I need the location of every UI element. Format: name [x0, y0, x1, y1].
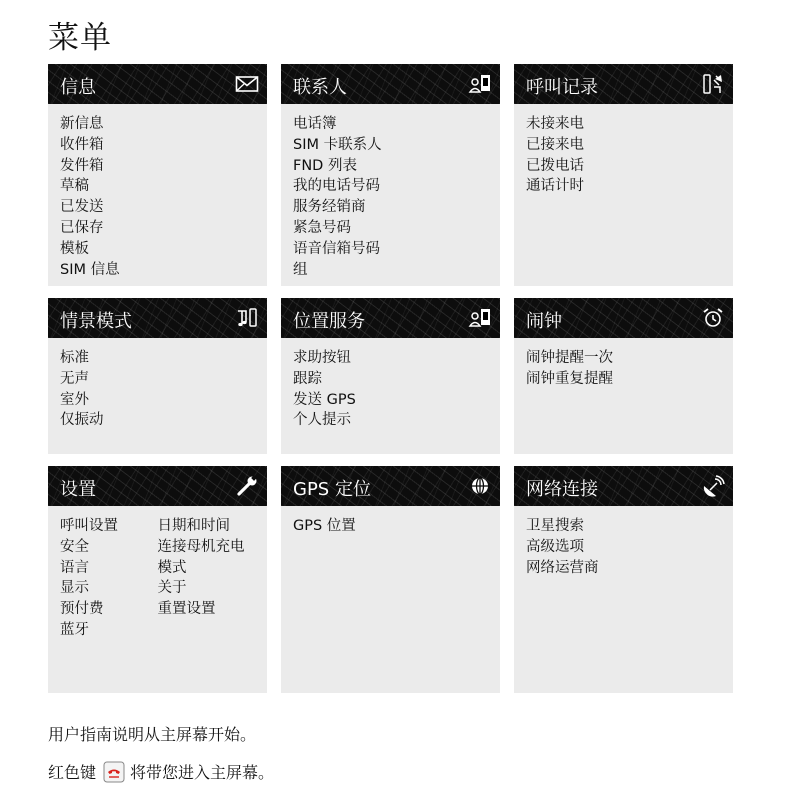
- card-header: [281, 298, 500, 338]
- card-header: [48, 298, 267, 338]
- menu-item: SIM 信息: [60, 261, 120, 278]
- menu-card-alarm: [514, 298, 733, 454]
- home-screen-note: 用户指南说明从主屏幕开始。: [48, 725, 257, 744]
- card-items: [48, 338, 267, 431]
- card-header: [281, 64, 500, 104]
- menu-card-messages: [48, 64, 267, 286]
- menu-item: 已拨电话: [526, 157, 584, 174]
- menu-card-location-services: [281, 298, 500, 454]
- card-header: [48, 64, 267, 104]
- menu-item: 语音信箱号码: [293, 240, 380, 257]
- menu-card-call-log: [514, 64, 733, 286]
- card-items: [281, 506, 500, 537]
- menu-item: 跟踪: [293, 370, 322, 387]
- card-title: 呼叫记录: [526, 77, 598, 98]
- menu-item: 仅振动: [60, 412, 104, 429]
- red-key-note: [48, 760, 274, 783]
- card-items: [48, 506, 267, 641]
- card-title: 联系人: [293, 77, 347, 98]
- menu-card-profiles: [48, 298, 267, 454]
- menu-item: 高级选项: [526, 538, 584, 555]
- card-title: 闹钟: [526, 311, 562, 332]
- settings-column-right: [158, 516, 256, 641]
- menu-item: 草稿: [60, 178, 89, 195]
- card-header: [514, 466, 733, 506]
- menu-item: 发送 GPS: [293, 391, 356, 408]
- menu-item: 呼叫设置: [60, 518, 118, 534]
- wrench-icon: [235, 474, 259, 498]
- menu-card-network: [514, 466, 733, 693]
- menu-item: 个人提示: [293, 412, 351, 429]
- settings-column-left: [60, 516, 158, 641]
- card-items: [48, 104, 267, 280]
- location-services-icon: [468, 306, 492, 330]
- red-key-note-suffix: 将带您进入主屏幕。: [130, 763, 275, 782]
- menu-item: 收件箱: [60, 136, 104, 153]
- menu-item: 标准: [60, 350, 89, 366]
- menu-item: SIM 卡联系人: [293, 136, 382, 153]
- card-title: 位置服务: [293, 311, 365, 332]
- menu-item: 网络运营商: [526, 559, 599, 576]
- card-header: [281, 466, 500, 506]
- envelope-icon: [235, 72, 259, 96]
- page-title: 菜单: [48, 20, 112, 56]
- menu-item: 新信息: [60, 116, 104, 132]
- card-title: 网络连接: [526, 479, 598, 500]
- card-title: GPS 定位: [293, 479, 371, 500]
- card-title: 设置: [60, 479, 96, 500]
- menu-item: 闹钟提醒一次: [526, 350, 613, 366]
- menu-item: 已接来电: [526, 136, 584, 153]
- alarm-clock-icon: [701, 306, 725, 330]
- globe-icon: [468, 474, 492, 498]
- menu-item: 未接来电: [526, 116, 584, 132]
- menu-item: 显示: [60, 580, 89, 597]
- menu-item: 模式: [157, 559, 187, 576]
- menu-item: 通话计时: [526, 178, 584, 195]
- menu-item: GPS 位置: [293, 518, 356, 534]
- card-header: [48, 466, 267, 506]
- menu-card-gps: [281, 466, 500, 693]
- menu-item: 日期和时间: [157, 518, 230, 534]
- menu-item: 卫星搜索: [526, 518, 584, 534]
- menu-item: 语言: [60, 559, 89, 576]
- menu-item: 紧急号码: [293, 219, 351, 236]
- menu-item: 安全: [60, 538, 89, 555]
- card-items: [514, 338, 733, 390]
- menu-item: 我的电话号码: [293, 178, 380, 195]
- profiles-icon: [235, 306, 259, 330]
- menu-item: 连接母机充电: [157, 538, 245, 555]
- menu-grid: [48, 64, 734, 693]
- contacts-icon: [468, 72, 492, 96]
- menu-item: FND 列表: [293, 157, 357, 174]
- menu-card-settings: [48, 466, 267, 693]
- menu-item: 模板: [60, 240, 89, 257]
- card-items: [514, 104, 733, 197]
- menu-item: 重置设置: [157, 601, 216, 618]
- menu-item: 闹钟重复提醒: [526, 370, 613, 387]
- card-items: [514, 506, 733, 578]
- card-title: 信息: [60, 77, 96, 98]
- menu-item: 电话簿: [293, 116, 337, 132]
- card-items: [281, 104, 500, 280]
- menu-item: 发件箱: [60, 157, 104, 174]
- menu-item: 预付费: [60, 601, 104, 618]
- menu-item: 室外: [60, 391, 89, 408]
- call-log-icon: [701, 72, 725, 96]
- card-title: 情景模式: [60, 311, 132, 332]
- card-items: [281, 338, 500, 431]
- card-header: [514, 64, 733, 104]
- menu-item: 蓝牙: [60, 621, 89, 638]
- red-end-key-icon: [103, 761, 125, 783]
- menu-item: 无声: [60, 370, 89, 387]
- menu-card-contacts: [281, 64, 500, 286]
- menu-item: 组: [293, 261, 308, 278]
- menu-item: 已发送: [60, 199, 104, 216]
- satellite-icon: [701, 474, 725, 498]
- menu-item: 已保存: [60, 219, 104, 236]
- red-key-note-prefix: 红色键: [48, 763, 97, 782]
- menu-item: 关于: [157, 580, 187, 597]
- card-header: [514, 298, 733, 338]
- menu-item: 服务经销商: [293, 199, 366, 216]
- menu-item: 求助按钮: [293, 350, 351, 366]
